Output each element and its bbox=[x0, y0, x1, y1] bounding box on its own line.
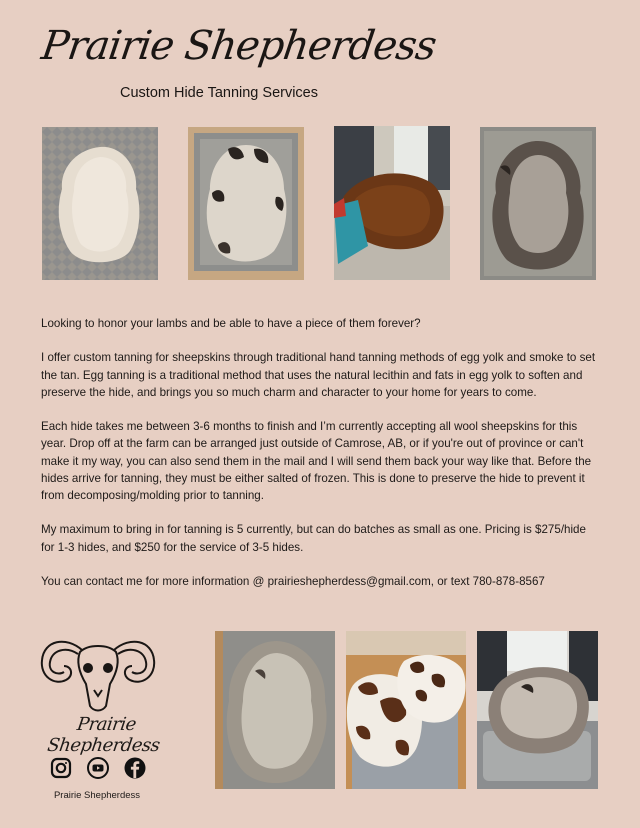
social-handle: Prairie Shepherdess bbox=[53, 790, 141, 801]
sheepskin-photo-brown-couch bbox=[334, 126, 450, 280]
body-text bbox=[41, 315, 601, 607]
process-paragraph: Each hide takes me between 3-6 months to finish and I’m currently accepting all wool sheepskins for this year. Drop off at the farm can be arranged just outside of Camrose, AB, or if you're out of province or can't make it my way, you can also send them in the mail and I will send them back your way like that. Before the hides arrive for tanning, they must be either salted of frozen. This is done to preserve the hide to prevent it from decomposing/molding prior to tanning. bbox=[41, 420, 592, 502]
facebook-icon[interactable] bbox=[124, 757, 146, 779]
contact-paragraph[interactable]: You can contact me for more information @ prairieshepherdess@gmail.com, or text 780-878-8567 bbox=[41, 574, 545, 588]
method-paragraph: I offer custom tanning for sheepskins through traditional hand tanning methods of egg yolk and smoke to set the tan. Egg tanning is a traditional method that uses the natural lecithin and fats in egg yolk to soften and preserve the hide, and brings you so much charm and character to your home for years to come. bbox=[41, 351, 596, 399]
brand-title: Prairie Shepherdess bbox=[38, 23, 439, 69]
sheepskin-photo-grey bbox=[480, 127, 596, 280]
sheepskin-photo-cream bbox=[42, 127, 158, 280]
youtube-icon[interactable] bbox=[87, 757, 109, 779]
intro-paragraph: Looking to honor your lambs and be able to have a piece of them forever? bbox=[41, 317, 421, 330]
sheepskin-photo-spotted bbox=[188, 127, 304, 280]
sheepskin-photo-grey-chair bbox=[477, 631, 598, 789]
social-icons bbox=[50, 757, 146, 781]
sheepskin-photo-grey-floor bbox=[215, 631, 335, 789]
instagram-icon[interactable] bbox=[50, 757, 72, 779]
page-subtitle: Custom Hide Tanning Services bbox=[120, 85, 318, 101]
ram-skull-logo bbox=[36, 630, 160, 716]
logo-name: Prairie Shepherdess bbox=[45, 714, 162, 756]
sheepskin-photo-two-spotted bbox=[346, 631, 466, 789]
pricing-paragraph: My maximum to bring in for tanning is 5 currently, but can do batches as small as one. Pricing is $275/hide for 1-3 hides, and $250 for the service of 3-5 hides. bbox=[41, 523, 586, 554]
